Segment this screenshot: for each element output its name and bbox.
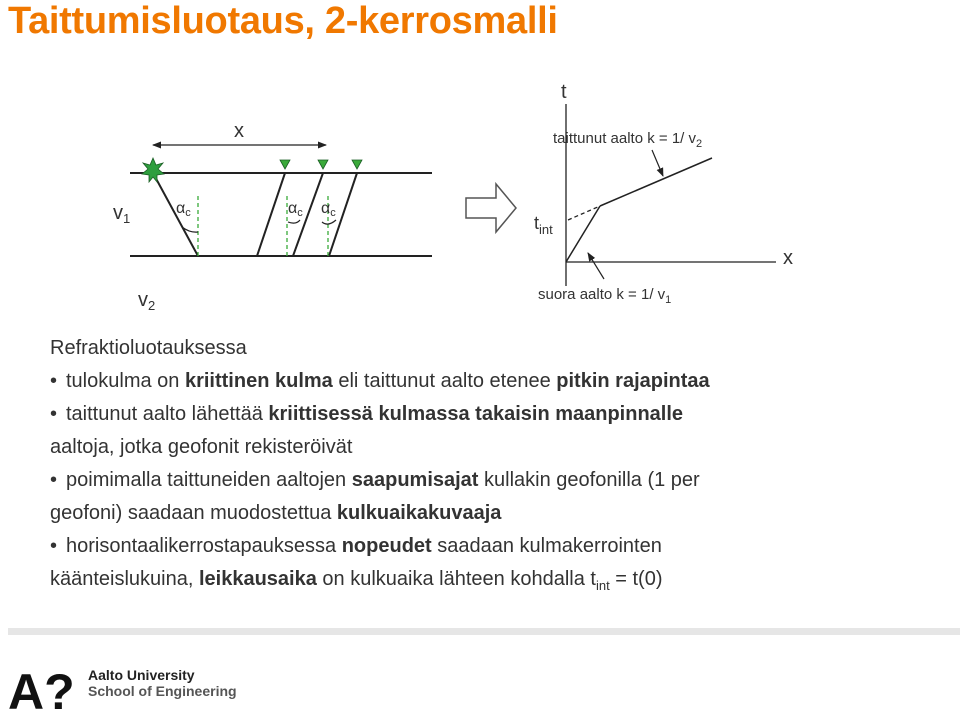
direct-wave-line	[566, 206, 600, 262]
geophone-icon	[318, 160, 328, 169]
refracted-annotation-arrow	[652, 150, 663, 176]
bullet-icon: •	[50, 370, 58, 392]
slide-title: Taittumisluotaus, 2-kerrosmalli	[8, 0, 558, 42]
bullet-icon: •	[50, 535, 58, 557]
logo-text: Aalto University School of Engineering	[88, 667, 237, 699]
bullet-4: • horisontaalikerrostapauksessa nopeudet saadaan kulmakerrointen	[50, 530, 950, 563]
intro-line: Refraktioluotauksessa	[50, 337, 247, 359]
refracted-wave-line	[600, 158, 712, 206]
refraction-diagram	[0, 60, 960, 320]
geophone-icons	[280, 160, 362, 169]
geophone-icon	[280, 160, 290, 169]
x-axis-label: x	[783, 247, 793, 269]
normal-lines	[198, 196, 328, 258]
bullet-3-continued: geofoni) saadaan muodostettua kulkuaikakuvaaja	[50, 502, 502, 524]
bullet-2-continued: aaltoja, jotka geofonit rekisteröivät	[50, 436, 353, 458]
bullet-3: • poimimalla taittuneiden aaltojen saapumisajat kullakin geofonilla (1 per	[50, 464, 950, 497]
bullet-icon: •	[50, 403, 58, 425]
bullet-1: • tulokulma on kriittinen kulma eli taittunut aalto etenee pitkin rajapintaa	[50, 365, 950, 398]
footer-divider	[8, 628, 960, 635]
bullet-4-continued: käänteislukuina, leikkausaika on kulkuaika lähteen kohdalla $t_{int} = t(0)$	[50, 568, 663, 593]
v2-label: $v_2$	[138, 289, 156, 313]
direct-label: suora aalto k = 1/ $v_1$	[538, 286, 672, 306]
body-text	[50, 332, 950, 602]
bullet-2: • taittunut aalto lähettää kriittisessä kulmassa takaisin maanpinnalle	[50, 398, 950, 431]
aalto-logo-icon	[8, 665, 86, 713]
v1-label: $v_1$	[113, 202, 131, 226]
bullet-icon: •	[50, 469, 58, 491]
t-axis-label: t	[561, 81, 567, 103]
travel-time-graph	[534, 81, 793, 306]
angle-arcs	[182, 220, 336, 232]
alpha-label-3: αc	[321, 200, 336, 219]
transition-arrow	[466, 184, 516, 232]
direct-annotation-arrow	[588, 253, 604, 279]
refracted-label: taittunut aalto k = 1/ $v_2$	[553, 130, 703, 150]
tint-label: $t_{int}$	[534, 213, 553, 237]
offset-label: x	[234, 120, 244, 142]
alpha-label-2: αc	[288, 200, 303, 219]
alpha-label-1: αc	[176, 200, 191, 219]
source-icon	[142, 158, 164, 182]
svg-text:A?: A?	[8, 665, 75, 713]
layer-model	[113, 120, 432, 313]
geophone-icon	[352, 160, 362, 169]
